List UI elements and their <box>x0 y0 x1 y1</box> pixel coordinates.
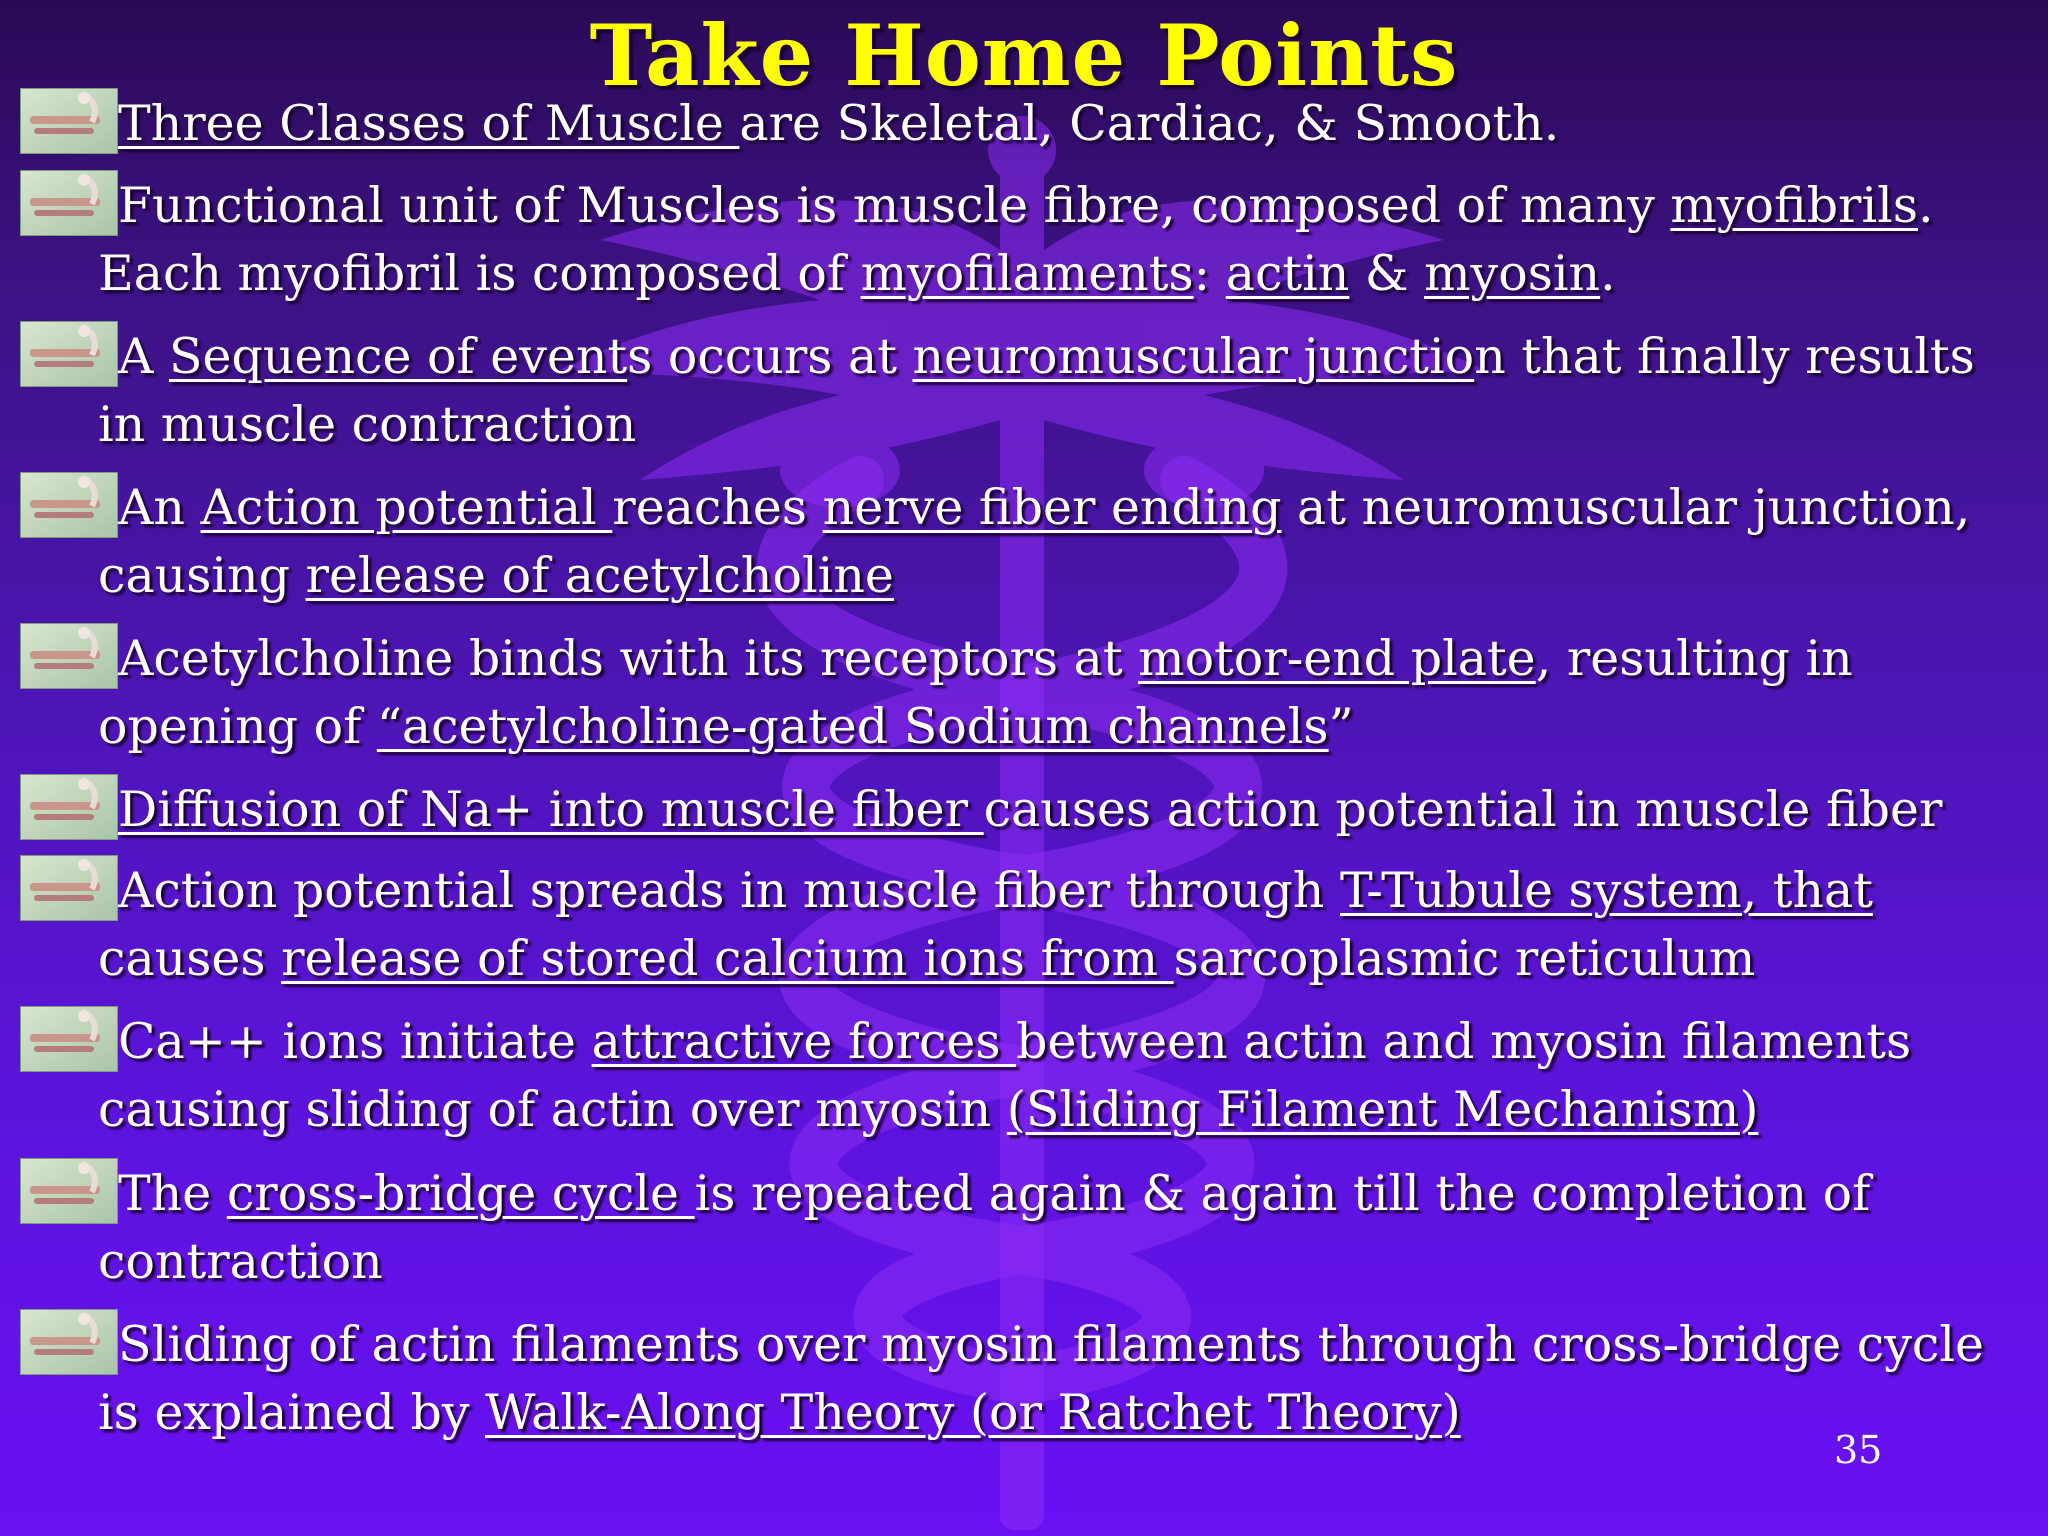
text-segment: is repeated again & again till the completion of <box>694 1165 1871 1222</box>
underlined-term: (Sliding Filament Mechanism) <box>1006 1081 1759 1138</box>
text-segment: causing <box>98 547 306 604</box>
bullet-point <box>98 1160 2018 1296</box>
text-segment: A <box>118 328 169 385</box>
text-segment: An <box>118 479 201 536</box>
text-segment: sarcoplasmic reticulum <box>1173 930 1756 987</box>
underlined-term: cross-bridge cycle <box>226 1165 695 1222</box>
bullet-line <box>98 925 2018 993</box>
bullet-line <box>98 625 2018 693</box>
underlined-term: actin <box>1225 245 1350 302</box>
text-segment: at neuromuscular junction, <box>1281 479 1971 536</box>
bullet-line <box>98 542 2018 610</box>
text-segment: causes <box>98 930 282 987</box>
bullet-line <box>98 1228 2018 1296</box>
underlined-term: Three Classes of Muscle <box>118 95 740 152</box>
underlined-term: neuromuscular junctio <box>912 328 1475 385</box>
text-segment: opening of <box>98 698 377 755</box>
underlined-term: “acetylcholine-gated Sodium channels <box>376 698 1329 755</box>
text-segment: . <box>1600 245 1616 302</box>
text-segment: Acetylcholine binds with its receptors at <box>118 630 1139 687</box>
bullet-line <box>98 90 2018 158</box>
underlined-term: Sequence of event <box>168 328 628 385</box>
underlined-term: release of acetylcholine <box>305 547 894 604</box>
underlined-term: myosin <box>1424 245 1601 302</box>
text-segment: The <box>118 1165 227 1222</box>
bullet-line <box>98 1076 2018 1144</box>
bullet-point <box>98 323 2018 459</box>
underlined-term: T-Tubule system, that <box>1339 862 1873 919</box>
underlined-term: attractive forces <box>591 1013 1017 1070</box>
text-segment: between actin and myosin filaments <box>1016 1013 1912 1070</box>
text-segment: ” <box>1328 698 1354 755</box>
text-segment: . <box>1917 177 1934 234</box>
bullet-line <box>98 776 2018 844</box>
page-number: 35 <box>1834 1428 1883 1472</box>
bullet-point <box>98 1311 2018 1447</box>
bullet-point <box>98 857 2018 993</box>
bullet-line <box>98 172 2018 240</box>
bullet-point <box>98 90 2018 158</box>
text-segment: , resulting in <box>1535 630 1853 687</box>
bullet-point <box>98 1008 2018 1144</box>
text-segment: n that finally results <box>1474 328 1975 385</box>
bullet-line <box>98 1311 2018 1379</box>
text-segment: causing sliding of actin over myosin <box>98 1081 1007 1138</box>
text-segment: Sliding of actin filaments over myosin filaments through cross-bridge cycle <box>118 1316 1985 1373</box>
bullet-point <box>98 172 2018 308</box>
underlined-term: Walk-Along Theory (or Ratchet Theory) <box>485 1384 1461 1441</box>
text-segment: is explained by <box>98 1384 486 1441</box>
bullet-point <box>98 776 2018 844</box>
underlined-term: myofilaments <box>860 245 1194 302</box>
bullet-point <box>98 625 2018 761</box>
bullet-line <box>98 693 2018 761</box>
underlined-term: motor-end plate <box>1138 630 1536 687</box>
underlined-term: nerve fiber ending <box>822 479 1282 536</box>
text-segment: in muscle contraction <box>98 396 637 453</box>
text-segment: contraction <box>98 1233 383 1290</box>
text-segment: Each myofibril is composed of <box>98 245 861 302</box>
text-segment: : <box>1193 245 1226 302</box>
underlined-term: Diffusion of Na+ into muscle fiber <box>118 781 984 838</box>
underlined-term: release of stored calcium ions from <box>281 930 1174 987</box>
bullet-line <box>98 1008 2018 1076</box>
text-segment: s occurs at <box>627 328 913 385</box>
text-segment: are Skeletal, Cardiac, & Smooth. <box>739 95 1560 152</box>
bullet-line <box>98 391 2018 459</box>
bullet-line <box>98 474 2018 542</box>
text-segment: Functional unit of Muscles is muscle fibre, composed of many <box>118 177 1671 234</box>
slide-title: Take Home Points <box>589 6 1459 105</box>
bullet-line <box>98 323 2018 391</box>
bullet-line <box>98 1379 2018 1447</box>
bullet-point <box>98 474 2018 610</box>
bullet-line <box>98 240 2018 308</box>
bullet-line <box>98 857 2018 925</box>
bullet-line <box>98 1160 2018 1228</box>
text-segment: causes action potential in muscle fiber <box>983 781 1943 838</box>
underlined-term: myofibrils <box>1670 177 1918 234</box>
underlined-term: Action potential <box>200 479 613 536</box>
text-segment: Ca++ ions initiate <box>118 1013 592 1070</box>
text-segment: & <box>1349 245 1425 302</box>
text-segment: Action potential spreads in muscle fiber through <box>118 862 1340 919</box>
text-segment: reaches <box>612 479 823 536</box>
